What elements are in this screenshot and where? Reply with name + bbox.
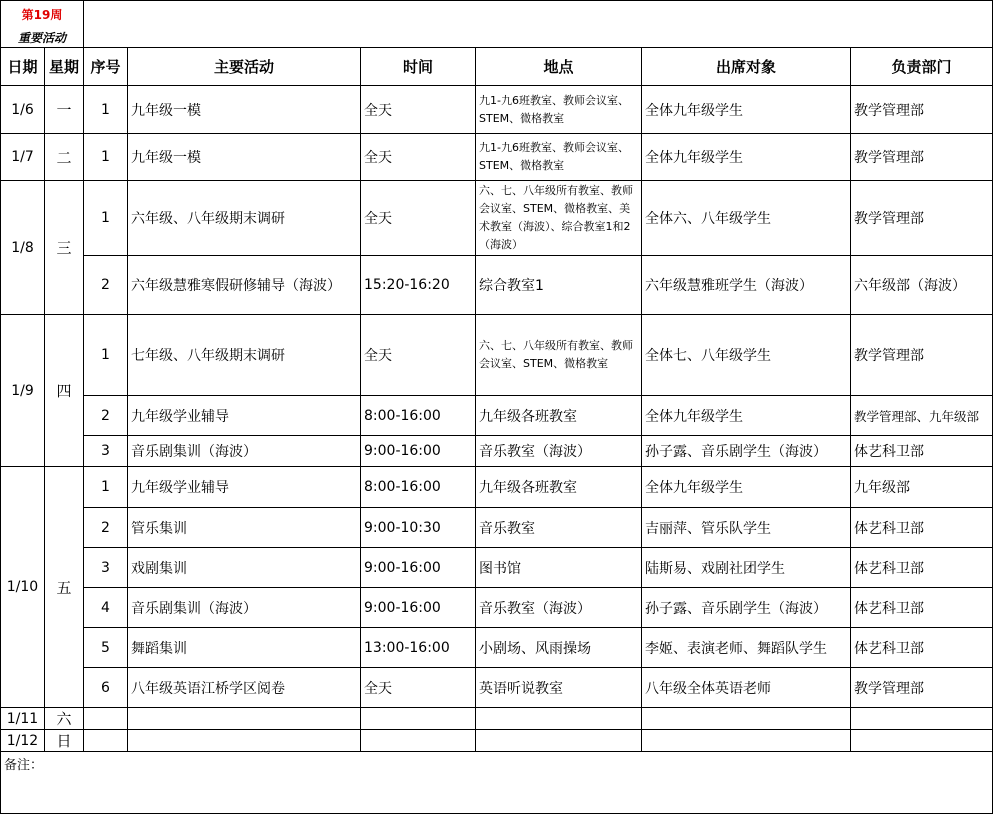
col-header-date: 日期 xyxy=(1,48,45,86)
time-cell: 8:00-16:00 xyxy=(361,396,476,436)
empty-cell xyxy=(84,730,128,752)
dept-cell: 教学管理部 xyxy=(851,668,993,708)
attendees-cell: 陆斯易、戏剧社团学生 xyxy=(642,548,851,588)
dept-cell: 体艺科卫部 xyxy=(851,508,993,548)
attendees-cell: 李姬、表演老师、舞蹈队学生 xyxy=(642,628,851,668)
place-cell: 九年级各班教室 xyxy=(476,467,642,508)
empty-cell xyxy=(128,730,361,752)
empty-cell xyxy=(361,730,476,752)
dept-cell: 教学管理部 xyxy=(851,134,993,181)
weekday-cell: 一 xyxy=(45,86,84,134)
activity-cell: 音乐剧集训（海波） xyxy=(128,436,361,467)
date-cell: 1/10 xyxy=(1,467,45,708)
attendees-cell: 孙子露、音乐剧学生（海波） xyxy=(642,436,851,467)
place-cell: 六、七、八年级所有教室、教师会议室、STEM、微格教室 xyxy=(476,315,642,396)
time-cell: 全天 xyxy=(361,315,476,396)
row-number: 2 xyxy=(84,508,128,548)
date-cell: 1/9 xyxy=(1,315,45,467)
attendees-cell: 吉丽萍、管乐队学生 xyxy=(642,508,851,548)
empty-cell xyxy=(851,730,993,752)
week-label: 第19周 xyxy=(21,7,63,22)
row-number: 2 xyxy=(84,396,128,436)
row-number: 6 xyxy=(84,668,128,708)
empty-cell xyxy=(361,708,476,730)
empty-cell xyxy=(476,708,642,730)
date-cell: 1/12 xyxy=(1,730,45,752)
empty-cell xyxy=(642,708,851,730)
weekday-cell: 二 xyxy=(45,134,84,181)
time-cell: 8:00-16:00 xyxy=(361,467,476,508)
row-number: 4 xyxy=(84,588,128,628)
time-cell: 全天 xyxy=(361,668,476,708)
table-row xyxy=(1,548,993,588)
table-row xyxy=(1,396,993,436)
time-cell: 全天 xyxy=(361,134,476,181)
col-header-attendees: 出席对象 xyxy=(642,48,851,86)
table-row xyxy=(1,181,993,256)
time-cell: 9:00-10:30 xyxy=(361,508,476,548)
weekday-cell: 三 xyxy=(45,181,84,315)
table-row xyxy=(1,256,993,315)
row-number: 3 xyxy=(84,436,128,467)
activity-cell: 管乐集训 xyxy=(128,508,361,548)
activity-cell: 六年级、八年级期末调研 xyxy=(128,181,361,256)
attendees-cell: 全体九年级学生 xyxy=(642,134,851,181)
dept-cell: 体艺科卫部 xyxy=(851,588,993,628)
activity-cell: 戏剧集训 xyxy=(128,548,361,588)
activity-cell: 八年级英语江桥学区阅卷 xyxy=(128,668,361,708)
table-row xyxy=(1,588,993,628)
activity-cell: 七年级、八年级期末调研 xyxy=(128,315,361,396)
time-cell: 15:20-16:20 xyxy=(361,256,476,315)
dept-cell: 九年级部 xyxy=(851,467,993,508)
attendees-cell: 全体六、八年级学生 xyxy=(642,181,851,256)
col-header-no: 序号 xyxy=(84,48,128,86)
time-cell: 全天 xyxy=(361,86,476,134)
note-row xyxy=(1,752,993,814)
place-cell: 小剧场、风雨操场 xyxy=(476,628,642,668)
attendees-cell: 六年级慧雅班学生（海波） xyxy=(642,256,851,315)
time-cell: 全天 xyxy=(361,181,476,256)
time-cell: 13:00-16:00 xyxy=(361,628,476,668)
attendees-cell: 八年级全体英语老师 xyxy=(642,668,851,708)
table-row xyxy=(1,628,993,668)
table-row xyxy=(1,730,993,752)
table-row xyxy=(1,708,993,730)
activity-cell: 九年级学业辅导 xyxy=(128,396,361,436)
date-cell: 1/11 xyxy=(1,708,45,730)
weekday-cell: 五 xyxy=(45,467,84,708)
row-number: 1 xyxy=(84,134,128,181)
place-cell: 音乐教室（海波） xyxy=(476,436,642,467)
attendees-cell: 全体九年级学生 xyxy=(642,86,851,134)
col-header-weekday: 星期 xyxy=(45,48,84,86)
weekday-cell: 日 xyxy=(45,730,84,752)
table-row xyxy=(1,315,993,396)
dept-cell: 教学管理部 xyxy=(851,181,993,256)
dept-cell: 体艺科卫部 xyxy=(851,436,993,467)
attendees-cell: 孙子露、音乐剧学生（海波） xyxy=(642,588,851,628)
header-row xyxy=(1,48,993,86)
title-blank xyxy=(84,1,993,48)
week-title-cell xyxy=(1,1,84,48)
col-header-activity: 主要活动 xyxy=(128,48,361,86)
col-header-place: 地点 xyxy=(476,48,642,86)
place-cell: 音乐教室 xyxy=(476,508,642,548)
place-cell: 英语听说教室 xyxy=(476,668,642,708)
weekday-cell: 六 xyxy=(45,708,84,730)
activity-cell: 九年级一模 xyxy=(128,86,361,134)
time-cell: 9:00-16:00 xyxy=(361,436,476,467)
row-number: 1 xyxy=(84,181,128,256)
empty-cell xyxy=(476,730,642,752)
col-header-dept: 负责部门 xyxy=(851,48,993,86)
place-cell: 图书馆 xyxy=(476,548,642,588)
table-row xyxy=(1,668,993,708)
dept-cell: 体艺科卫部 xyxy=(851,628,993,668)
row-number: 5 xyxy=(84,628,128,668)
date-cell: 1/6 xyxy=(1,86,45,134)
row-number: 1 xyxy=(84,315,128,396)
note-cell: 备注： xyxy=(1,752,993,814)
time-cell: 9:00-16:00 xyxy=(361,548,476,588)
empty-cell xyxy=(128,708,361,730)
dept-cell: 体艺科卫部 xyxy=(851,548,993,588)
table-row xyxy=(1,508,993,548)
table-row xyxy=(1,134,993,181)
date-cell: 1/8 xyxy=(1,181,45,315)
empty-cell xyxy=(642,730,851,752)
dept-cell: 教学管理部、九年级部 xyxy=(851,396,993,436)
place-cell: 九年级各班教室 xyxy=(476,396,642,436)
empty-cell xyxy=(84,708,128,730)
row-number: 3 xyxy=(84,548,128,588)
place-cell: 综合教室1 xyxy=(476,256,642,315)
weekday-cell: 四 xyxy=(45,315,84,467)
title-row xyxy=(1,1,993,48)
activity-cell: 音乐剧集训（海波） xyxy=(128,588,361,628)
place-cell: 音乐教室（海波） xyxy=(476,588,642,628)
table-row xyxy=(1,467,993,508)
dept-cell: 教学管理部 xyxy=(851,86,993,134)
activity-cell: 六年级慧雅寒假研修辅导（海波） xyxy=(128,256,361,315)
place-cell: 九1-九6班教室、教师会议室、STEM、微格教室 xyxy=(476,134,642,181)
table-row xyxy=(1,436,993,467)
row-number: 1 xyxy=(84,86,128,134)
empty-cell xyxy=(851,708,993,730)
activity-cell: 九年级一模 xyxy=(128,134,361,181)
week-subtitle: 重要活动 xyxy=(17,30,66,45)
row-number: 2 xyxy=(84,256,128,315)
attendees-cell: 全体九年级学生 xyxy=(642,467,851,508)
col-header-time: 时间 xyxy=(361,48,476,86)
dept-cell: 教学管理部 xyxy=(851,315,993,396)
row-number: 1 xyxy=(84,467,128,508)
time-cell: 9:00-16:00 xyxy=(361,588,476,628)
date-cell: 1/7 xyxy=(1,134,45,181)
dept-cell: 六年级部（海波） xyxy=(851,256,993,315)
activity-cell: 舞蹈集训 xyxy=(128,628,361,668)
place-cell: 六、七、八年级所有教室、教师会议室、STEM、微格教室、美术教室（海波）、综合教室1和2（海波） xyxy=(476,181,642,256)
activity-cell: 九年级学业辅导 xyxy=(128,467,361,508)
place-cell: 九1-九6班教室、教师会议室、STEM、微格教室 xyxy=(476,86,642,134)
attendees-cell: 全体七、八年级学生 xyxy=(642,315,851,396)
table-row xyxy=(1,86,993,134)
attendees-cell: 全体九年级学生 xyxy=(642,396,851,436)
